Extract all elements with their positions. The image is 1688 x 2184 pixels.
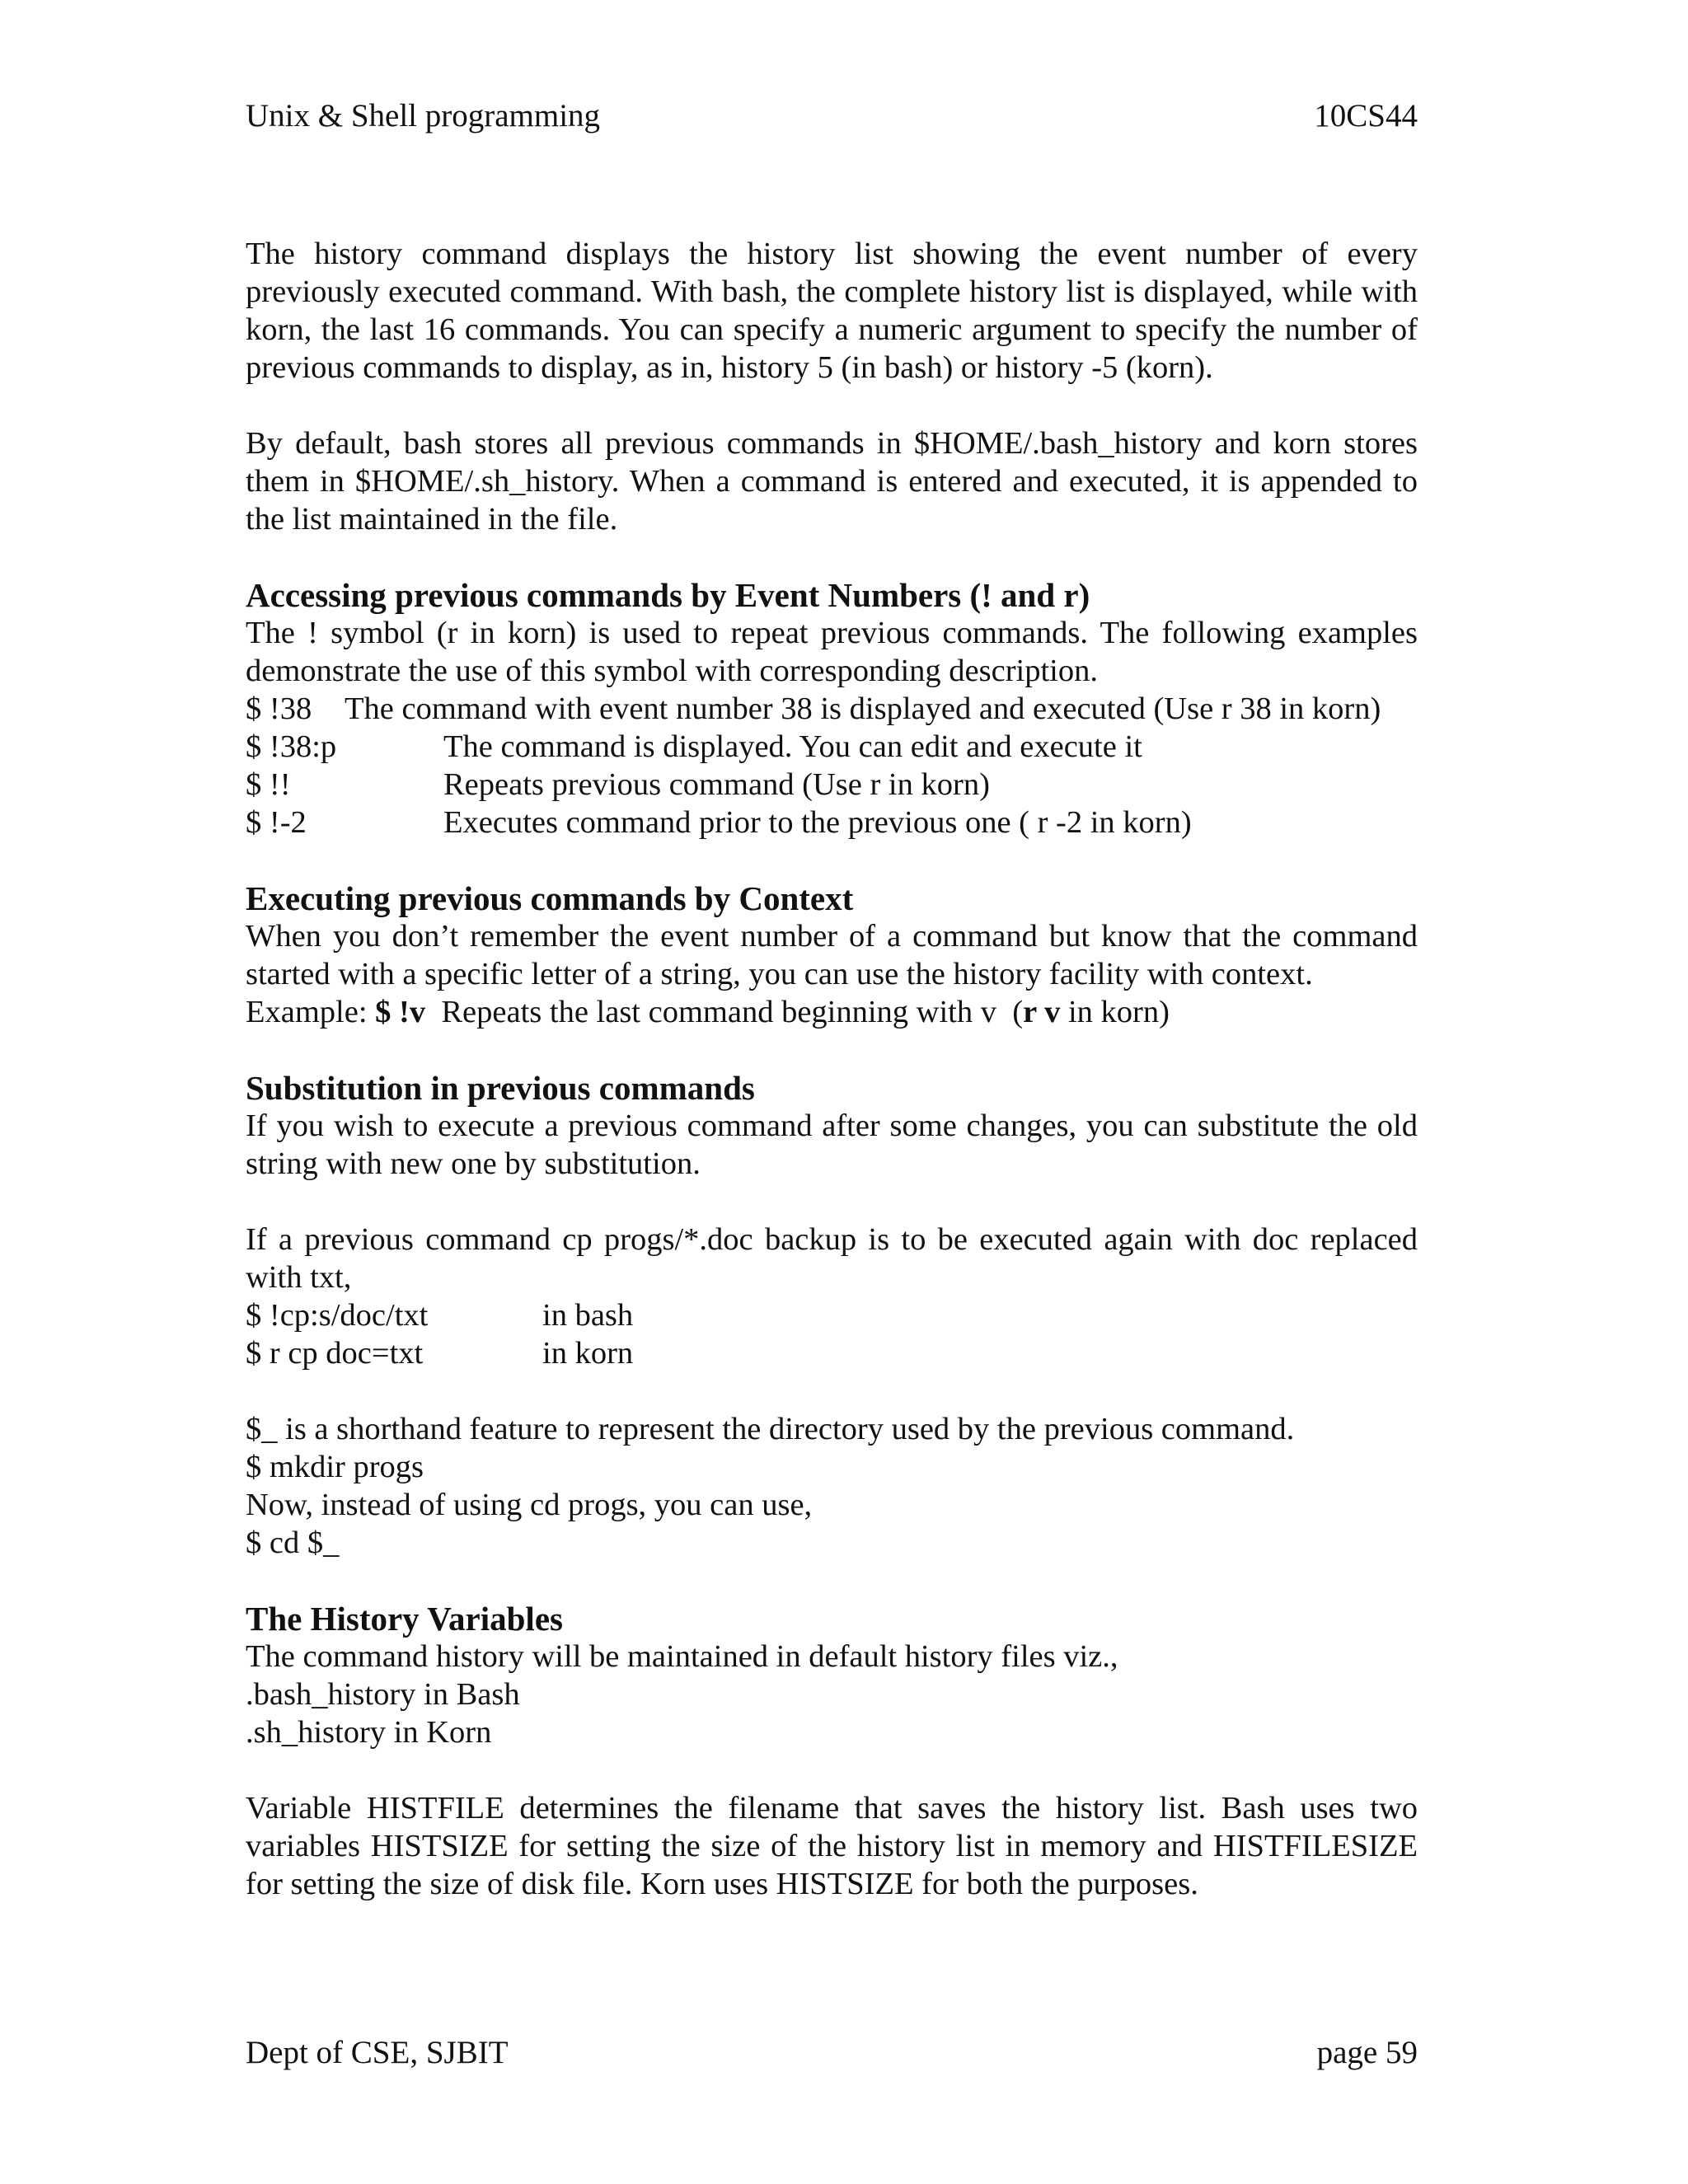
header-course-code: 10CS44 [1314, 98, 1418, 134]
paragraph-event-numbers-intro: The ! symbol (r in korn) is used to repeat previous commands. The following examples demonstrate the use of this symbol with corresponding description. [246, 616, 1418, 688]
example-command: $ !38:p [246, 729, 337, 764]
example-description: The command with event number 38 is displayed and executed (Use r 38 in korn) [345, 691, 1381, 726]
paragraph-history-variables-intro: The command history will be maintained in default history files viz., [246, 1639, 1118, 1674]
example-command: $ !-2 [246, 805, 307, 840]
spacer [246, 387, 1418, 424]
spacer [246, 1031, 1418, 1069]
line-cd: $ cd $_ [246, 1526, 340, 1560]
example-row [246, 804, 1418, 841]
section-heading-substitution: Substitution in previous commands [246, 1069, 755, 1107]
example-command: $ !! [246, 767, 291, 802]
example-description: Repeats previous command (Use r in korn) [443, 767, 990, 802]
page-content [246, 235, 1418, 1903]
spacer [246, 1562, 1418, 1600]
example-korn-command: r v [1023, 995, 1061, 1029]
spacer [246, 841, 1418, 879]
spacer [246, 1183, 1418, 1221]
paragraph-substitution-intro: If you wish to execute a previous command after some changes, you can substitute the old string with new one by substitution. [246, 1108, 1418, 1181]
spacer [246, 1751, 1418, 1789]
substitution-shell: in korn [542, 1336, 634, 1371]
substitution-shell: in bash [542, 1298, 634, 1333]
substitution-command: $ !cp:s/doc/txt [246, 1298, 429, 1333]
line-bash-history: .bash_history in Bash [246, 1677, 520, 1712]
paragraph-default-storage: By default, bash stores all previous commands in $HOME/.bash_history and korn stores them in $HOME/.sh_history. When a command is entered and executed, it is appended to the list maintained in the file. [246, 426, 1418, 537]
example-description: Repeats the last command beginning with v ( [425, 995, 1024, 1029]
example-korn-suffix: in korn) [1060, 995, 1170, 1029]
example-command: $ !v [375, 995, 426, 1029]
paragraph-shorthand: $_ is a shorthand feature to represent the directory used by the previous command. [246, 1412, 1295, 1446]
footer-department: Dept of CSE, SJBIT [246, 2035, 509, 2070]
header-title: Unix & Shell programming [246, 98, 601, 134]
line-sh-history: .sh_history in Korn [246, 1715, 492, 1750]
example-label: Example: [246, 995, 376, 1029]
example-command: $ !38 [246, 691, 312, 726]
example-description: The command is displayed. You can edit and execute it [443, 729, 1142, 764]
substitution-row [246, 1296, 1418, 1334]
substitution-command: $ r cp doc=txt [246, 1336, 424, 1371]
example-row [246, 690, 1418, 728]
spacer [246, 1372, 1418, 1410]
example-row [246, 766, 1418, 804]
line-mkdir: $ mkdir progs [246, 1450, 424, 1484]
context-example-line [246, 993, 1418, 1031]
paragraph-substitution-example: If a previous command cp progs/*.doc backup is to be executed again with doc replaced with txt, [246, 1222, 1418, 1295]
paragraph-history-command: The history command displays the history list showing the event number of every previously executed command. With bash, the complete history list is displayed, while with korn, the last 16 commands. You can specify a numeric argument to specify the number of previous commands to display, as in, history 5 (in bash) or history -5 (korn). [246, 237, 1418, 385]
section-heading-context: Executing previous commands by Context [246, 879, 854, 917]
substitution-row [246, 1334, 1418, 1372]
example-row [246, 728, 1418, 766]
paragraph-histfile: Variable HISTFILE determines the filename that saves the history list. Bash uses two variables HISTSIZE for setting the size of the history list in memory and HISTFILESIZE for setting the size of disk file. Korn uses HISTSIZE for both the purposes. [246, 1791, 1418, 1901]
section-heading-history-variables: The History Variables [246, 1600, 563, 1638]
paragraph-context-intro: When you don’t remember the event number of a command but know that the command started with a specific letter of a string, you can use the history facility with context. [246, 919, 1418, 991]
example-description: Executes command prior to the previous one ( r -2 in korn) [443, 805, 1192, 840]
section-heading-event-numbers: Accessing previous commands by Event Numbers (! and r) [246, 576, 1090, 614]
line-now: Now, instead of using cd progs, you can use, [246, 1488, 813, 1522]
spacer [246, 538, 1418, 576]
footer-page-number: page 59 [1316, 2035, 1418, 2070]
